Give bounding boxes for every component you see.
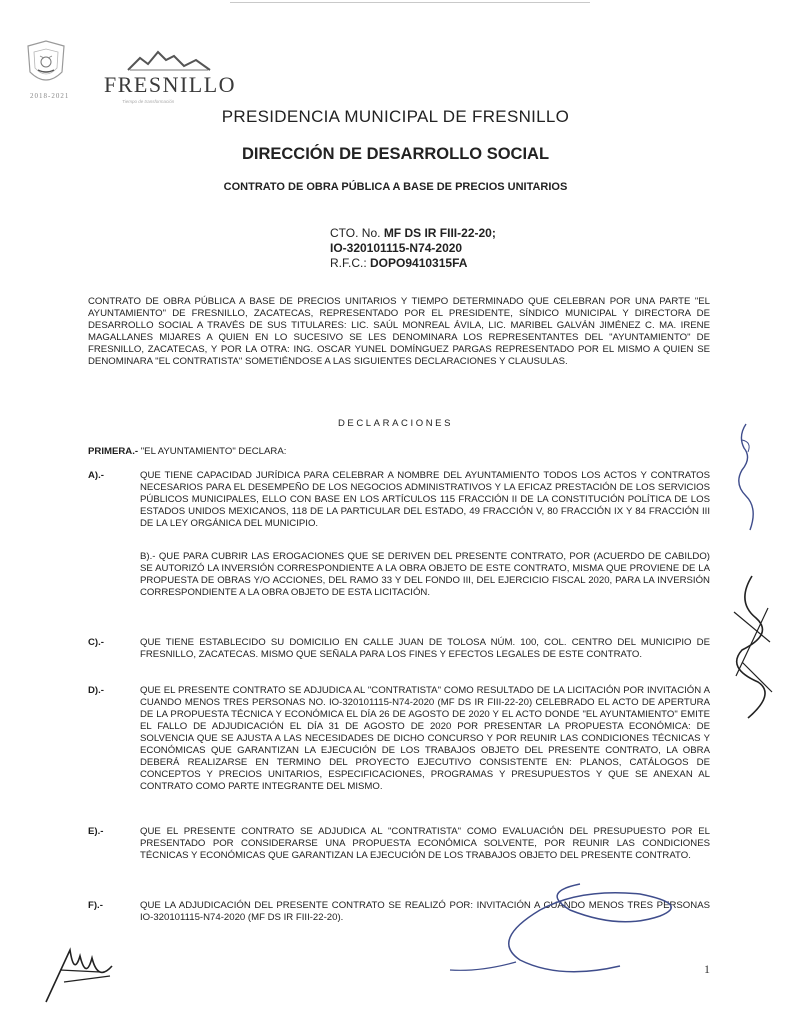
item-e-label: E).- [88,826,104,837]
rfc-line [330,256,496,271]
page-title: PRESIDENCIA MUNICIPAL DE FRESNILLO [221,107,570,126]
bottom-signature-scribble [420,870,720,990]
contract-identifiers [330,226,496,271]
io-line [330,241,496,256]
cto-label: CTO. No. [330,226,381,240]
intro-paragraph: CONTRATO DE OBRA PÚBLICA A BASE DE PRECIOS UNITARIOS Y TIEMPO DETERMINADO QUE CELEBRAN POR UNA PARTE "EL AYUNTAMIENTO" DE FRESNILLO, ZACATECAS, REPRESENTADO POR EL PRESIDENTE, SÍNDICO MUNICIPAL Y DIRECTORA DE DESARROLLO SOCIAL A TRAVÉS DE SUS TITULARES: LIC. SAÚL MONREAL ÁVILA, LIC. MARIBEL GALVÁN JIMÉNEZ C. MA. IRENE MAGALLANES MIJARES A QUIEN EN LO SUCESIVO SE LES DENOMINARA LOS REPRESENTANTES DEL "AYUNTAMIENTO" DE FRESNILLO, ZACATECAS, Y POR LA OTRA: ING. OSCAR YUNEL DOMÍNGUEZ PARGAS REPRESENTADO POR EL MISMO A QUIEN SE DENOMINARA "EL CONTRATISTA" SOMETIÉNDOSE A LAS SIGUIENTES DECLARACIONES Y CLAUSULAS. [88,296,710,367]
item-e-text: QUE EL PRESENTE CONTRATO SE ADJUDICA AL "CONTRATISTA" COMO EVALUACIÓN DEL PRESUPUESTO POR EL PRESENTADO POR CONSIDERARSE UNA PROPUESTA ECONÓMICA SOLVENTE, POR REUNIR LAS CONDICIONES TÉCNICAS Y ECONÓMICAS QUE GARANTIZAN LA EJECUCIÓN DE LOS TRABAJOS OBJETO DEL PRESENTE CONTRATO. [140,826,710,861]
logo-text: FRESNILLO [104,72,237,97]
item-c-text: QUE TIENE ESTABLECIDO SU DOMICILIO EN CALLE JUAN DE TOLOSA NÚM. 100, COL. CENTRO DEL MUNICIPIO DE FRESNILLO, ZACATECAS. MISMO QUE SEÑALA PARA LOS FINES Y EFECTOS LEGALES DE ESTE CONTRATO. [140,637,710,660]
rfc-value: DOPO9410315FA [370,256,468,270]
item-a-label: A).- [88,470,104,481]
page-number: 1 [704,962,710,976]
rfc-label: R.F.C.: [330,256,367,270]
contract-type: CONTRATO DE OBRA PÚBLICA A BASE DE PRECIOS UNITARIOS [223,181,568,193]
logo-subtitle: Tiempo de transformación [122,99,175,104]
item-a-text: QUE TIENE CAPACIDAD JURÍDICA PARA CELEBRAR A NOMBRE DEL AYUNTAMIENTO TODOS LOS ACTOS Y CONTRATOS NECESARIOS PARA EL DESEMPEÑO DE LOS NEGOCIOS ADMINISTRATIVOS Y LA EFICAZ PRESTACIÓN DE LOS SERVICIOS PÚBLICOS MUNICIPALES, ELLO CON BASE EN LOS ARTÍCULOS 115 FRACCIÓN II DE LA CONSTITUCIÓN POLÍTICA DE LOS ESTADOS UNIDOS MEXICANOS, 118 DE LA PARTICULAR DEL ESTADO, 49 FRACCIÓN V, 80 FRACCIÓN IX Y 84 FRACCIÓN III DE LA LEY ORGÁNICA DEL MUNICIPIO. [140,470,710,529]
item-c-label: C).- [88,637,104,648]
primera-label: PRIMERA.- [88,446,139,457]
item-f-label: F).- [88,900,103,911]
item-f-text: QUE LA ADJUDICACIÓN DEL PRESENTE CONTRATO SE REALIZÓ POR: INVITACIÓN A CUANDO MENOS TRES PERSONAS IO-320101115-N74-2020 (MF DS IR FIII-22-20). [140,900,710,923]
item-d-label: D).- [88,685,104,696]
margin-signature-top [728,418,768,538]
primera-text: "EL AYUNTAMIENTO" DECLARA: [140,446,287,457]
left-signature-scribble [40,936,130,1006]
declarations-heading: DECLARACIONES [337,418,454,429]
margin-signature-bottom [722,572,782,722]
cto-line [330,226,496,241]
fresnillo-logo [100,44,240,106]
primera-heading [88,446,286,457]
seal-years: 2018-2021 [30,92,70,100]
io-value: IO-320101115-N74-2020 [330,241,463,255]
cto-value: MF DS IR FIII-22-20; [383,226,496,240]
department-title: DIRECCIÓN DE DESARROLLO SOCIAL [241,145,550,163]
municipal-seal-icon [22,38,70,90]
item-b-label: B).- [140,551,156,562]
item-d-text: QUE EL PRESENTE CONTRATO SE ADJUDICA AL "CONTRATISTA" COMO RESULTADO DE LA LICITACIÓN POR INVITACIÓN A CUANDO MENOS TRES PERSONAS NO. IO-320101115-N74-2020 (MF DS IR FIII-22-20) CELEBRADO EL ACTO DE APERTURA DE LA PROPUESTA TÉCNICA Y ECONÓMICA EL DÍA 26 DE AGOSTO DE 2020 Y EL ACTO DONDE "EL AYUNTAMIENTO" EMITE EL FALLO DE ADJUDICACIÓN EL DÍA 31 DE AGOSTO DE 2020 POR PRESENTAR LA PROPUESTA ECONÓMICA: DE SOLVENCIA QUE SE AJUSTA A LAS NECESIDADES DE DICHO CONCURSO Y POR REUNIR LAS CONDICIONES TÉCNICAS Y ECONÓMICAS QUE GARANTIZAN LA EJECUCIÓN DE LOS TRABAJOS OBJETO DEL PRESENTE CONTRATO, LA OBRA DEBERÁ REALIZARSE EN TERMINO DEL PROYECTO EJECUTIVO CONSISTENTE EN: PLANOS, CATÁLOGOS DE CONCEPTOS Y PRECIOS UNITARIOS, ESPECIFICACIONES, PROGRAMAS Y PRESUPUESTOS Y QUE SE ANEXAN AL CONTRATO COMO PARTE INTEGRANTE DEL MISMO. [140,685,710,792]
item-b-text [140,551,710,599]
scan-top-rule [230,2,590,3]
mountain-logo-icon [100,44,240,74]
item-b-body: QUE PARA CUBRIR LAS EROGACIONES QUE SE DERIVEN DEL PRESENTE CONTRATO, POR (ACUERDO DE CABILDO) SE AUTORIZÓ LA INVERSIÓN CORRESPONDIENTE A LA OBRA OBJETO DE ESTE CONTRATO, MISMA QUE PROVIENE DE LA PROPUESTA DE OBRAS Y/O ACCIONES, DEL RAMO 33 Y DEL FONDO III, DEL EJERCICIO FISCAL 2020, PARA LA INVERSIÓN CORRESPONDIENTE A LA OBRA OBJETO DE ESTA LICITACIÓN. [140,551,710,598]
